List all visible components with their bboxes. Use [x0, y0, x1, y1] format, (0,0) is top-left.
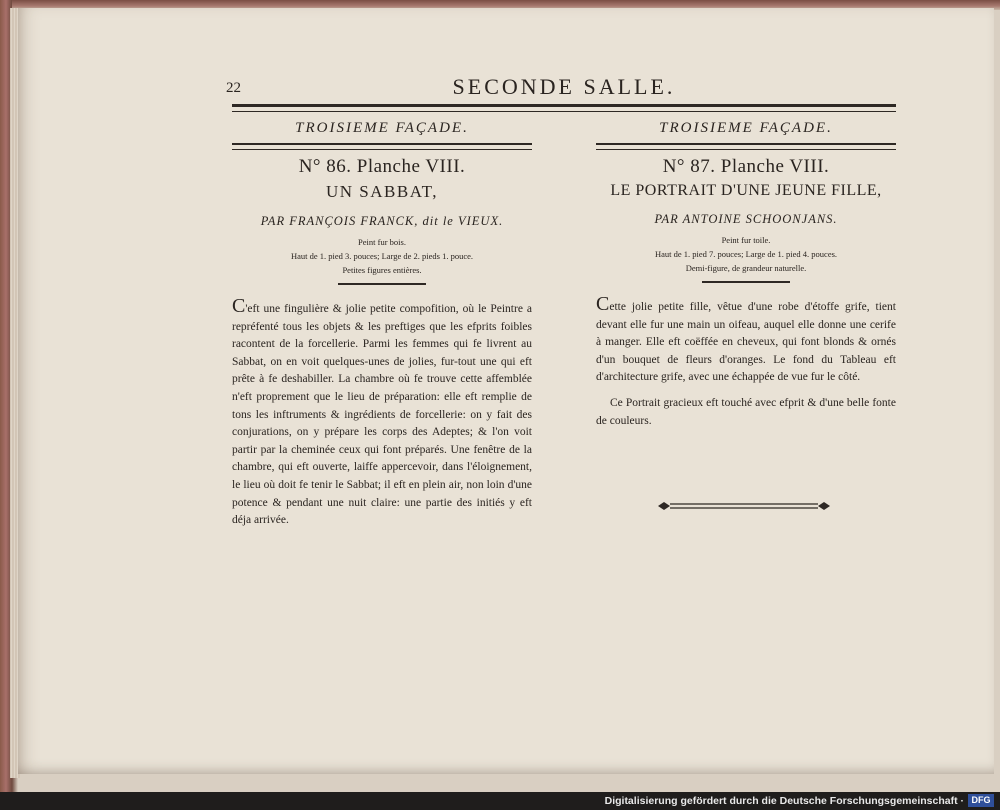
left-meta-dimensions: Haut de 1. pied 3. pouces; Large de 2. pieds 1. pouce. — [290, 251, 474, 261]
right-plate-number: N° 87. Planche VIII. — [662, 156, 830, 177]
right-meta-medium: Peint fur toile. — [721, 235, 771, 245]
right-section-title: TROISIEME FAÇADE. — [659, 120, 833, 136]
left-paragraph — [232, 295, 532, 530]
right-short-rule — [702, 281, 790, 283]
left-body — [232, 295, 532, 530]
right-body — [596, 293, 896, 430]
page-number: 22 — [226, 80, 241, 96]
left-dropcap: C — [232, 295, 246, 317]
dfg-logo-icon: DFG — [968, 794, 994, 807]
header-rule-thin — [232, 111, 896, 112]
left-section-rule — [232, 143, 532, 150]
digitization-credit: Digitalisierung gefördert durch die Deutsche Forschungsgemeinschaft · — [604, 795, 964, 807]
right-paragraph-2: Ce Portrait gracieux eft touché avec efprit & d'une belle fonte de couleurs. — [596, 396, 896, 427]
right-work-title: LE PORTRAIT D'UNE JEUNE FILLE, — [610, 182, 882, 199]
tailpiece-ornament-icon — [656, 500, 832, 512]
right-meta-figures: Demi-figure, de grandeur naturelle. — [685, 263, 807, 273]
right-dropcap: C — [596, 293, 610, 315]
right-section-rule — [596, 143, 896, 150]
right-column — [596, 116, 896, 430]
left-work-title: UN SABBAT, — [326, 182, 438, 201]
right-paragraph-1 — [596, 293, 896, 387]
running-head: SECONDE SALLE. — [452, 74, 676, 99]
right-meta — [596, 233, 896, 275]
left-meta-figures: Petites figures entières. — [342, 265, 422, 275]
right-meta-dimensions: Haut de 1. pied 7. pouces; Large de 1. pied 4. pouces. — [654, 249, 838, 259]
left-plate-number: N° 86. Planche VIII. — [298, 156, 466, 177]
left-meta-medium: Peint fur bois. — [358, 237, 406, 247]
right-artist: PAR ANTOINE SCHOONJANS. — [654, 212, 838, 226]
left-short-rule — [338, 283, 426, 285]
right-paragraph-1-text: ette jolie petite fille, vêtue d'une robe d'étoffe grife, tient devant elle fur une main un oifeau, auquel elle donne une cerife à manger. Elle eft coëffée en cheveux, qui font blonds & ornés d'un bouquet de fleurs d'oranges. Le fond du Tableau eft d'architecture grife, avec une échappée de vue fur le côté. — [596, 301, 896, 384]
left-artist: PAR FRANÇOIS FRANCK, dit le VIEUX. — [260, 214, 504, 228]
left-paragraph-text: 'eft une fingulière & jolie petite compofition, où le Peintre a repréfenté tous les objets & les preftiges que les efprits foibles racontent de la forcellerie. Parmi les femmes qui fe livrent au Sabbat, on en voit quelques-unes de jolies, fur-tout une qui eft prête à fe deshabiller. La chambre où fe trouve cette affemblée n'eft proprement que le lieu de préparation: elle eft remplie de tons les inftruments & ingrédients de forcellerie: on y fait des conjurations, on y prépare les corps des Adeptes; & l'on voit partir par la cheminée ceux qui font préparés. Une fenêtre de la chambre, qui eft ouverte, laiffe appercevoir, dans l'éloignement, le lieu où doit fe tenir le Sabbat; il eft en plein air, non loin d'une potence & pendant une nuit claire: une partie des initiés y eft déja arrivée. — [232, 303, 532, 527]
left-column — [232, 116, 532, 530]
left-meta — [232, 235, 532, 277]
left-section-title: TROISIEME FAÇADE. — [295, 120, 469, 136]
header-rule-thick — [232, 104, 896, 107]
